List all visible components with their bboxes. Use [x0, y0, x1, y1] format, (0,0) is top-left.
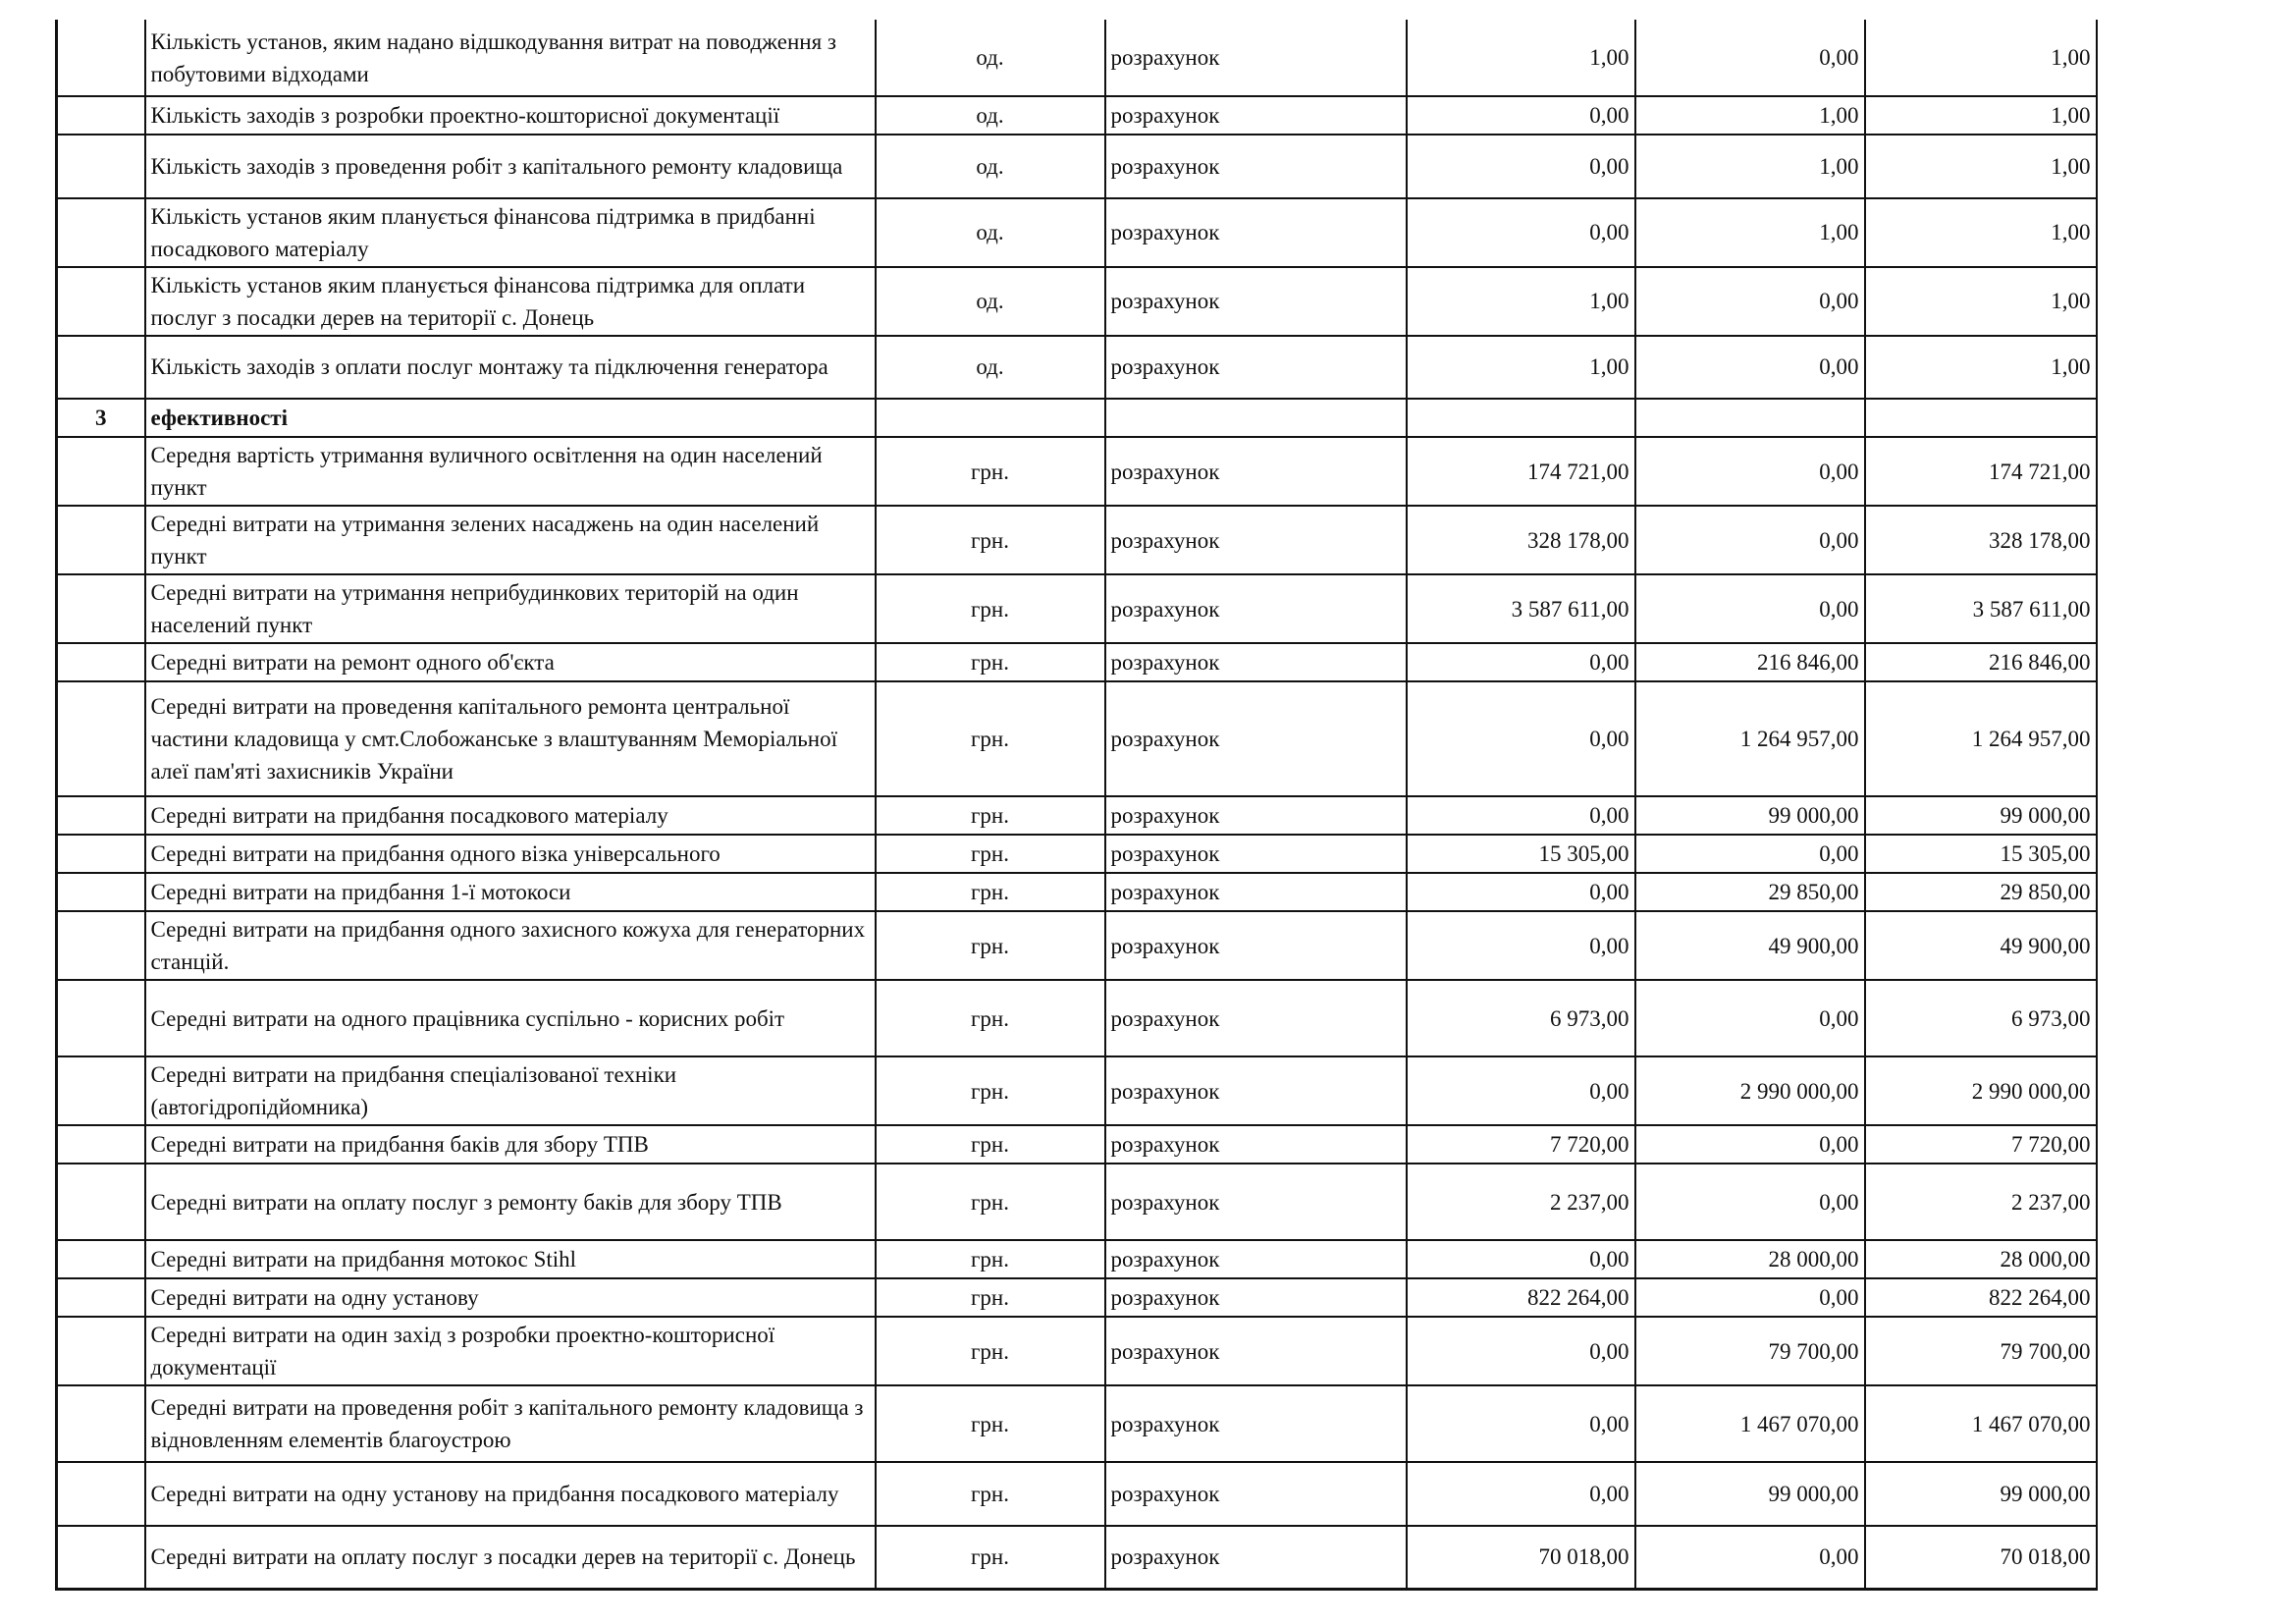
value-total-cell: 1,00 — [1865, 135, 2097, 198]
unit-cell: грн. — [876, 437, 1105, 506]
row-number-cell — [57, 796, 145, 835]
source-cell: розрахунок — [1105, 1526, 1407, 1590]
indicator-name-cell: Середні витрати на проведення капітального ремонта центральної частини кладовища у смт.Слобожанське з влаштуванням Меморіальної алеї пам'яті захисників України — [145, 681, 876, 796]
unit-cell: грн. — [876, 1462, 1105, 1526]
table-row — [57, 135, 2097, 198]
value-general-fund-cell: 0,00 — [1407, 135, 1635, 198]
source-cell: розрахунок — [1105, 1385, 1407, 1462]
row-number-cell — [57, 1056, 145, 1125]
table-row — [57, 873, 2097, 911]
indicator-name-cell: Кількість заходів з оплати послуг монтажу та підключення генератора — [145, 336, 876, 400]
value-general-fund-cell: 0,00 — [1407, 1317, 1635, 1385]
indicator-name-cell: Середні витрати на придбання 1-ї мотокоси — [145, 873, 876, 911]
unit-cell: од. — [876, 135, 1105, 198]
table-row — [57, 96, 2097, 135]
row-number-cell — [57, 643, 145, 681]
value-special-fund-cell: 29 850,00 — [1635, 873, 1865, 911]
value-total-cell: 28 000,00 — [1865, 1240, 2097, 1278]
table-row — [57, 1164, 2097, 1240]
value-general-fund-cell: 0,00 — [1407, 1385, 1635, 1462]
value-special-fund-cell: 1,00 — [1635, 96, 1865, 135]
indicator-name-cell: Середні витрати на придбання одного захисного кожуха для генераторних станцій. — [145, 911, 876, 980]
table-row — [57, 1526, 2097, 1590]
unit-cell: грн. — [876, 574, 1105, 643]
value-special-fund-cell: 0,00 — [1635, 437, 1865, 506]
row-number-cell: 3 — [57, 399, 145, 437]
row-number-cell — [57, 267, 145, 336]
unit-cell: грн. — [876, 1056, 1105, 1125]
value-special-fund-cell: 1,00 — [1635, 198, 1865, 267]
indicators-table — [55, 20, 2098, 1591]
value-special-fund-cell: 0,00 — [1635, 980, 1865, 1056]
source-cell: розрахунок — [1105, 437, 1407, 506]
value-special-fund-cell: 0,00 — [1635, 267, 1865, 336]
table-row — [57, 835, 2097, 873]
indicator-name-cell: Середні витрати на придбання спеціалізованої техніки (автогідропідйомника) — [145, 1056, 876, 1125]
table-row — [57, 1056, 2097, 1125]
table-row — [57, 796, 2097, 835]
source-cell: розрахунок — [1105, 681, 1407, 796]
value-general-fund-cell: 6 973,00 — [1407, 980, 1635, 1056]
value-general-fund-cell — [1407, 399, 1635, 437]
row-number-cell — [57, 1125, 145, 1164]
value-total-cell: 3 587 611,00 — [1865, 574, 2097, 643]
value-special-fund-cell: 0,00 — [1635, 1125, 1865, 1164]
table-row — [57, 1240, 2097, 1278]
indicator-name-cell: Середні витрати на оплату послуг з ремонту баків для збору ТПВ — [145, 1164, 876, 1240]
unit-cell — [876, 399, 1105, 437]
value-general-fund-cell: 822 264,00 — [1407, 1278, 1635, 1317]
value-special-fund-cell: 0,00 — [1635, 1526, 1865, 1590]
value-general-fund-cell: 3 587 611,00 — [1407, 574, 1635, 643]
source-cell: розрахунок — [1105, 911, 1407, 980]
value-total-cell: 15 305,00 — [1865, 835, 2097, 873]
row-number-cell — [57, 873, 145, 911]
value-total-cell: 29 850,00 — [1865, 873, 2097, 911]
row-number-cell — [57, 835, 145, 873]
unit-cell: грн. — [876, 796, 1105, 835]
source-cell: розрахунок — [1105, 506, 1407, 574]
indicator-name-cell: Середні витрати на одну установу — [145, 1278, 876, 1317]
value-total-cell — [1865, 399, 2097, 437]
value-general-fund-cell: 7 720,00 — [1407, 1125, 1635, 1164]
unit-cell: грн. — [876, 1164, 1105, 1240]
unit-cell: грн. — [876, 980, 1105, 1056]
row-number-cell — [57, 574, 145, 643]
unit-cell: грн. — [876, 1385, 1105, 1462]
row-number-cell — [57, 1462, 145, 1526]
source-cell: розрахунок — [1105, 980, 1407, 1056]
section-row — [57, 399, 2097, 437]
value-total-cell: 216 846,00 — [1865, 643, 2097, 681]
unit-cell: грн. — [876, 1240, 1105, 1278]
value-general-fund-cell: 15 305,00 — [1407, 835, 1635, 873]
unit-cell: грн. — [876, 506, 1105, 574]
table-row — [57, 1462, 2097, 1526]
unit-cell: грн. — [876, 643, 1105, 681]
row-number-cell — [57, 506, 145, 574]
indicator-name-cell: Середні витрати на оплату послуг з посадки дерев на території с. Донець — [145, 1526, 876, 1590]
indicator-name-cell: Середня вартість утримання вуличного освітлення на один населений пункт — [145, 437, 876, 506]
source-cell: розрахунок — [1105, 1462, 1407, 1526]
value-special-fund-cell: 0,00 — [1635, 20, 1865, 96]
value-special-fund-cell: 49 900,00 — [1635, 911, 1865, 980]
unit-cell: грн. — [876, 1526, 1105, 1590]
row-number-cell — [57, 96, 145, 135]
table-row — [57, 911, 2097, 980]
unit-cell: од. — [876, 198, 1105, 267]
value-total-cell: 99 000,00 — [1865, 796, 2097, 835]
indicator-name-cell: Середні витрати на придбання одного візка універсального — [145, 835, 876, 873]
indicator-name-cell: Кількість заходів з розробки проектно-кошторисної документації — [145, 96, 876, 135]
row-number-cell — [57, 681, 145, 796]
unit-cell: грн. — [876, 1278, 1105, 1317]
value-total-cell: 174 721,00 — [1865, 437, 2097, 506]
value-total-cell: 1 264 957,00 — [1865, 681, 2097, 796]
table-row — [57, 1317, 2097, 1385]
source-cell — [1105, 399, 1407, 437]
value-general-fund-cell: 0,00 — [1407, 873, 1635, 911]
value-special-fund-cell: 0,00 — [1635, 1278, 1865, 1317]
value-general-fund-cell: 70 018,00 — [1407, 1526, 1635, 1590]
value-special-fund-cell: 28 000,00 — [1635, 1240, 1865, 1278]
table-row — [57, 681, 2097, 796]
row-number-cell — [57, 198, 145, 267]
value-total-cell: 1 467 070,00 — [1865, 1385, 2097, 1462]
source-cell: розрахунок — [1105, 198, 1407, 267]
value-general-fund-cell: 0,00 — [1407, 198, 1635, 267]
value-general-fund-cell: 0,00 — [1407, 681, 1635, 796]
row-number-cell — [57, 1317, 145, 1385]
value-special-fund-cell: 1 264 957,00 — [1635, 681, 1865, 796]
row-number-cell — [57, 437, 145, 506]
table-body — [57, 20, 2097, 1589]
indicator-name-cell: Середні витрати на придбання посадкового матеріалу — [145, 796, 876, 835]
value-total-cell: 99 000,00 — [1865, 1462, 2097, 1526]
source-cell: розрахунок — [1105, 1164, 1407, 1240]
indicator-name-cell: Середні витрати на придбання мотокос Stihl — [145, 1240, 876, 1278]
table-row — [57, 20, 2097, 96]
row-number-cell — [57, 20, 145, 96]
source-cell: розрахунок — [1105, 796, 1407, 835]
value-general-fund-cell: 0,00 — [1407, 1462, 1635, 1526]
unit-cell: грн. — [876, 911, 1105, 980]
source-cell: розрахунок — [1105, 1125, 1407, 1164]
indicator-name-cell: Середні витрати на проведення робіт з капітального ремонту кладовища з відновленням елементів благоустрою — [145, 1385, 876, 1462]
row-number-cell — [57, 1385, 145, 1462]
budget-table-sheet — [55, 20, 2098, 1591]
row-number-cell — [57, 1278, 145, 1317]
row-number-cell — [57, 336, 145, 400]
unit-cell: грн. — [876, 873, 1105, 911]
indicator-name-cell: Середні витрати на утримання зелених насаджень на один населений пункт — [145, 506, 876, 574]
value-total-cell: 79 700,00 — [1865, 1317, 2097, 1385]
indicator-name-cell: Середні витрати на утримання неприбудинкових територій на один населений пункт — [145, 574, 876, 643]
value-total-cell: 7 720,00 — [1865, 1125, 2097, 1164]
source-cell: розрахунок — [1105, 574, 1407, 643]
value-general-fund-cell: 2 237,00 — [1407, 1164, 1635, 1240]
source-cell: розрахунок — [1105, 643, 1407, 681]
value-special-fund-cell: 0,00 — [1635, 835, 1865, 873]
value-special-fund-cell: 0,00 — [1635, 506, 1865, 574]
row-number-cell — [57, 980, 145, 1056]
table-row — [57, 1278, 2097, 1317]
unit-cell: грн. — [876, 681, 1105, 796]
value-special-fund-cell: 99 000,00 — [1635, 1462, 1865, 1526]
table-row — [57, 574, 2097, 643]
value-total-cell: 2 237,00 — [1865, 1164, 2097, 1240]
value-total-cell: 822 264,00 — [1865, 1278, 2097, 1317]
indicator-name-cell: Кількість установ яким планується фінансова підтримка в придбанні посадкового матеріалу — [145, 198, 876, 267]
value-total-cell: 70 018,00 — [1865, 1526, 2097, 1590]
value-general-fund-cell: 328 178,00 — [1407, 506, 1635, 574]
value-total-cell: 2 990 000,00 — [1865, 1056, 2097, 1125]
source-cell: розрахунок — [1105, 20, 1407, 96]
indicator-name-cell: Середні витрати на одного працівника суспільно - корисних робіт — [145, 980, 876, 1056]
unit-cell: од. — [876, 96, 1105, 135]
source-cell: розрахунок — [1105, 1240, 1407, 1278]
unit-cell: грн. — [876, 1317, 1105, 1385]
value-special-fund-cell: 99 000,00 — [1635, 796, 1865, 835]
value-special-fund-cell: 216 846,00 — [1635, 643, 1865, 681]
value-general-fund-cell: 1,00 — [1407, 336, 1635, 400]
value-special-fund-cell: 79 700,00 — [1635, 1317, 1865, 1385]
source-cell: розрахунок — [1105, 1056, 1407, 1125]
indicator-name-cell: Кількість установ, яким надано відшкодування витрат на поводження з побутовими відходами — [145, 20, 876, 96]
value-general-fund-cell: 0,00 — [1407, 96, 1635, 135]
value-special-fund-cell — [1635, 399, 1865, 437]
value-general-fund-cell: 1,00 — [1407, 267, 1635, 336]
source-cell: розрахунок — [1105, 873, 1407, 911]
table-row — [57, 437, 2097, 506]
value-general-fund-cell: 0,00 — [1407, 643, 1635, 681]
value-general-fund-cell: 0,00 — [1407, 796, 1635, 835]
row-number-cell — [57, 1240, 145, 1278]
unit-cell: од. — [876, 20, 1105, 96]
row-number-cell — [57, 1526, 145, 1590]
value-general-fund-cell: 1,00 — [1407, 20, 1635, 96]
indicator-name-cell: ефективності — [145, 399, 876, 437]
value-special-fund-cell: 1 467 070,00 — [1635, 1385, 1865, 1462]
value-special-fund-cell: 0,00 — [1635, 574, 1865, 643]
indicator-name-cell: Середні витрати на один захід з розробки проектно-кошторисної документації — [145, 1317, 876, 1385]
unit-cell: грн. — [876, 835, 1105, 873]
source-cell: розрахунок — [1105, 1278, 1407, 1317]
value-special-fund-cell: 0,00 — [1635, 1164, 1865, 1240]
indicator-name-cell: Середні витрати на придбання баків для збору ТПВ — [145, 1125, 876, 1164]
value-general-fund-cell: 0,00 — [1407, 1240, 1635, 1278]
value-total-cell: 1,00 — [1865, 96, 2097, 135]
value-total-cell: 1,00 — [1865, 267, 2097, 336]
unit-cell: грн. — [876, 1125, 1105, 1164]
value-total-cell: 328 178,00 — [1865, 506, 2097, 574]
value-general-fund-cell: 0,00 — [1407, 911, 1635, 980]
value-special-fund-cell: 1,00 — [1635, 135, 1865, 198]
source-cell: розрахунок — [1105, 96, 1407, 135]
value-special-fund-cell: 0,00 — [1635, 336, 1865, 400]
unit-cell: од. — [876, 336, 1105, 400]
source-cell: розрахунок — [1105, 267, 1407, 336]
table-row — [57, 980, 2097, 1056]
source-cell: розрахунок — [1105, 1317, 1407, 1385]
indicator-name-cell: Кількість установ яким планується фінансова підтримка для оплати послуг з посадки дерев на території с. Донець — [145, 267, 876, 336]
indicator-name-cell: Середні витрати на ремонт одного об'єкта — [145, 643, 876, 681]
table-row — [57, 643, 2097, 681]
row-number-cell — [57, 135, 145, 198]
row-number-cell — [57, 911, 145, 980]
table-row — [57, 1125, 2097, 1164]
value-total-cell: 1,00 — [1865, 198, 2097, 267]
value-special-fund-cell: 2 990 000,00 — [1635, 1056, 1865, 1125]
source-cell: розрахунок — [1105, 135, 1407, 198]
value-total-cell: 1,00 — [1865, 336, 2097, 400]
source-cell: розрахунок — [1105, 336, 1407, 400]
value-total-cell: 1,00 — [1865, 20, 2097, 96]
value-total-cell: 6 973,00 — [1865, 980, 2097, 1056]
unit-cell: од. — [876, 267, 1105, 336]
value-general-fund-cell: 174 721,00 — [1407, 437, 1635, 506]
value-general-fund-cell: 0,00 — [1407, 1056, 1635, 1125]
table-row — [57, 198, 2097, 267]
source-cell: розрахунок — [1105, 835, 1407, 873]
table-row — [57, 336, 2097, 400]
table-row — [57, 1385, 2097, 1462]
value-total-cell: 49 900,00 — [1865, 911, 2097, 980]
table-row — [57, 267, 2097, 336]
indicator-name-cell: Кількість заходів з проведення робіт з капітального ремонту кладовища — [145, 135, 876, 198]
indicator-name-cell: Середні витрати на одну установу на придбання посадкового матеріалу — [145, 1462, 876, 1526]
row-number-cell — [57, 1164, 145, 1240]
table-row — [57, 506, 2097, 574]
